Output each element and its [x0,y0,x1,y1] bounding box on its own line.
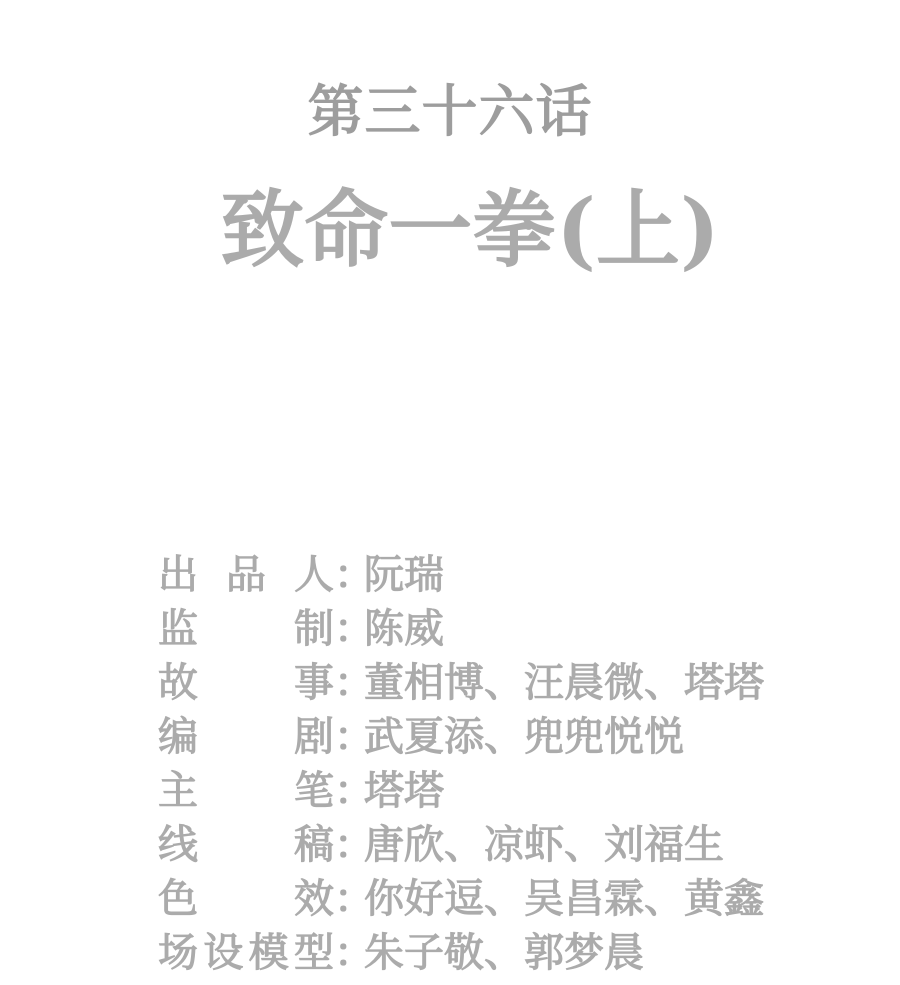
credit-row-screenwriter [158,714,878,768]
credit-row-story [158,660,878,714]
credit-row-scene-model [158,930,878,984]
credit-value: 武夏添、兜兜悦悦 [364,713,684,760]
credit-label: 主笔 [158,767,334,814]
credit-label: 编剧 [158,713,334,760]
credit-label: 线稿 [158,821,334,868]
credit-label: 故事 [158,659,334,706]
credit-colon: ： [334,767,374,814]
credit-value: 唐欣、凉虾、刘福生 [364,821,724,868]
credit-colon: ： [334,821,374,868]
credit-label: 监制 [158,605,334,652]
credit-row-lineart [158,822,878,876]
credit-row-color-effects [158,876,878,930]
credit-colon: ： [334,659,374,706]
credit-label: 色效 [158,875,334,922]
credit-colon: ： [334,875,374,922]
credit-row-supervisor [158,606,878,660]
credit-colon: ： [334,713,374,760]
credit-row-producer [158,552,878,606]
credit-value: 塔塔 [364,767,444,814]
credit-value: 董相博、汪晨微、塔塔 [364,659,764,706]
credits-list [158,552,878,984]
chapter-title: 致命一拳(上) [220,180,720,279]
credit-row-lead-artist [158,768,878,822]
credit-value: 朱子敬、郭梦晨 [364,929,644,976]
credit-value: 陈威 [364,605,444,652]
credit-value: 阮瑞 [364,551,444,598]
credit-colon: ： [334,551,374,598]
credit-label: 场设模型 [158,929,334,976]
credit-label: 出品人 [158,551,334,598]
credit-value: 你好逗、吴昌霖、黄鑫 [364,875,764,922]
credit-colon: ： [334,605,374,652]
episode-number: 第三十六话 [307,79,593,145]
credit-colon: ： [334,929,374,976]
